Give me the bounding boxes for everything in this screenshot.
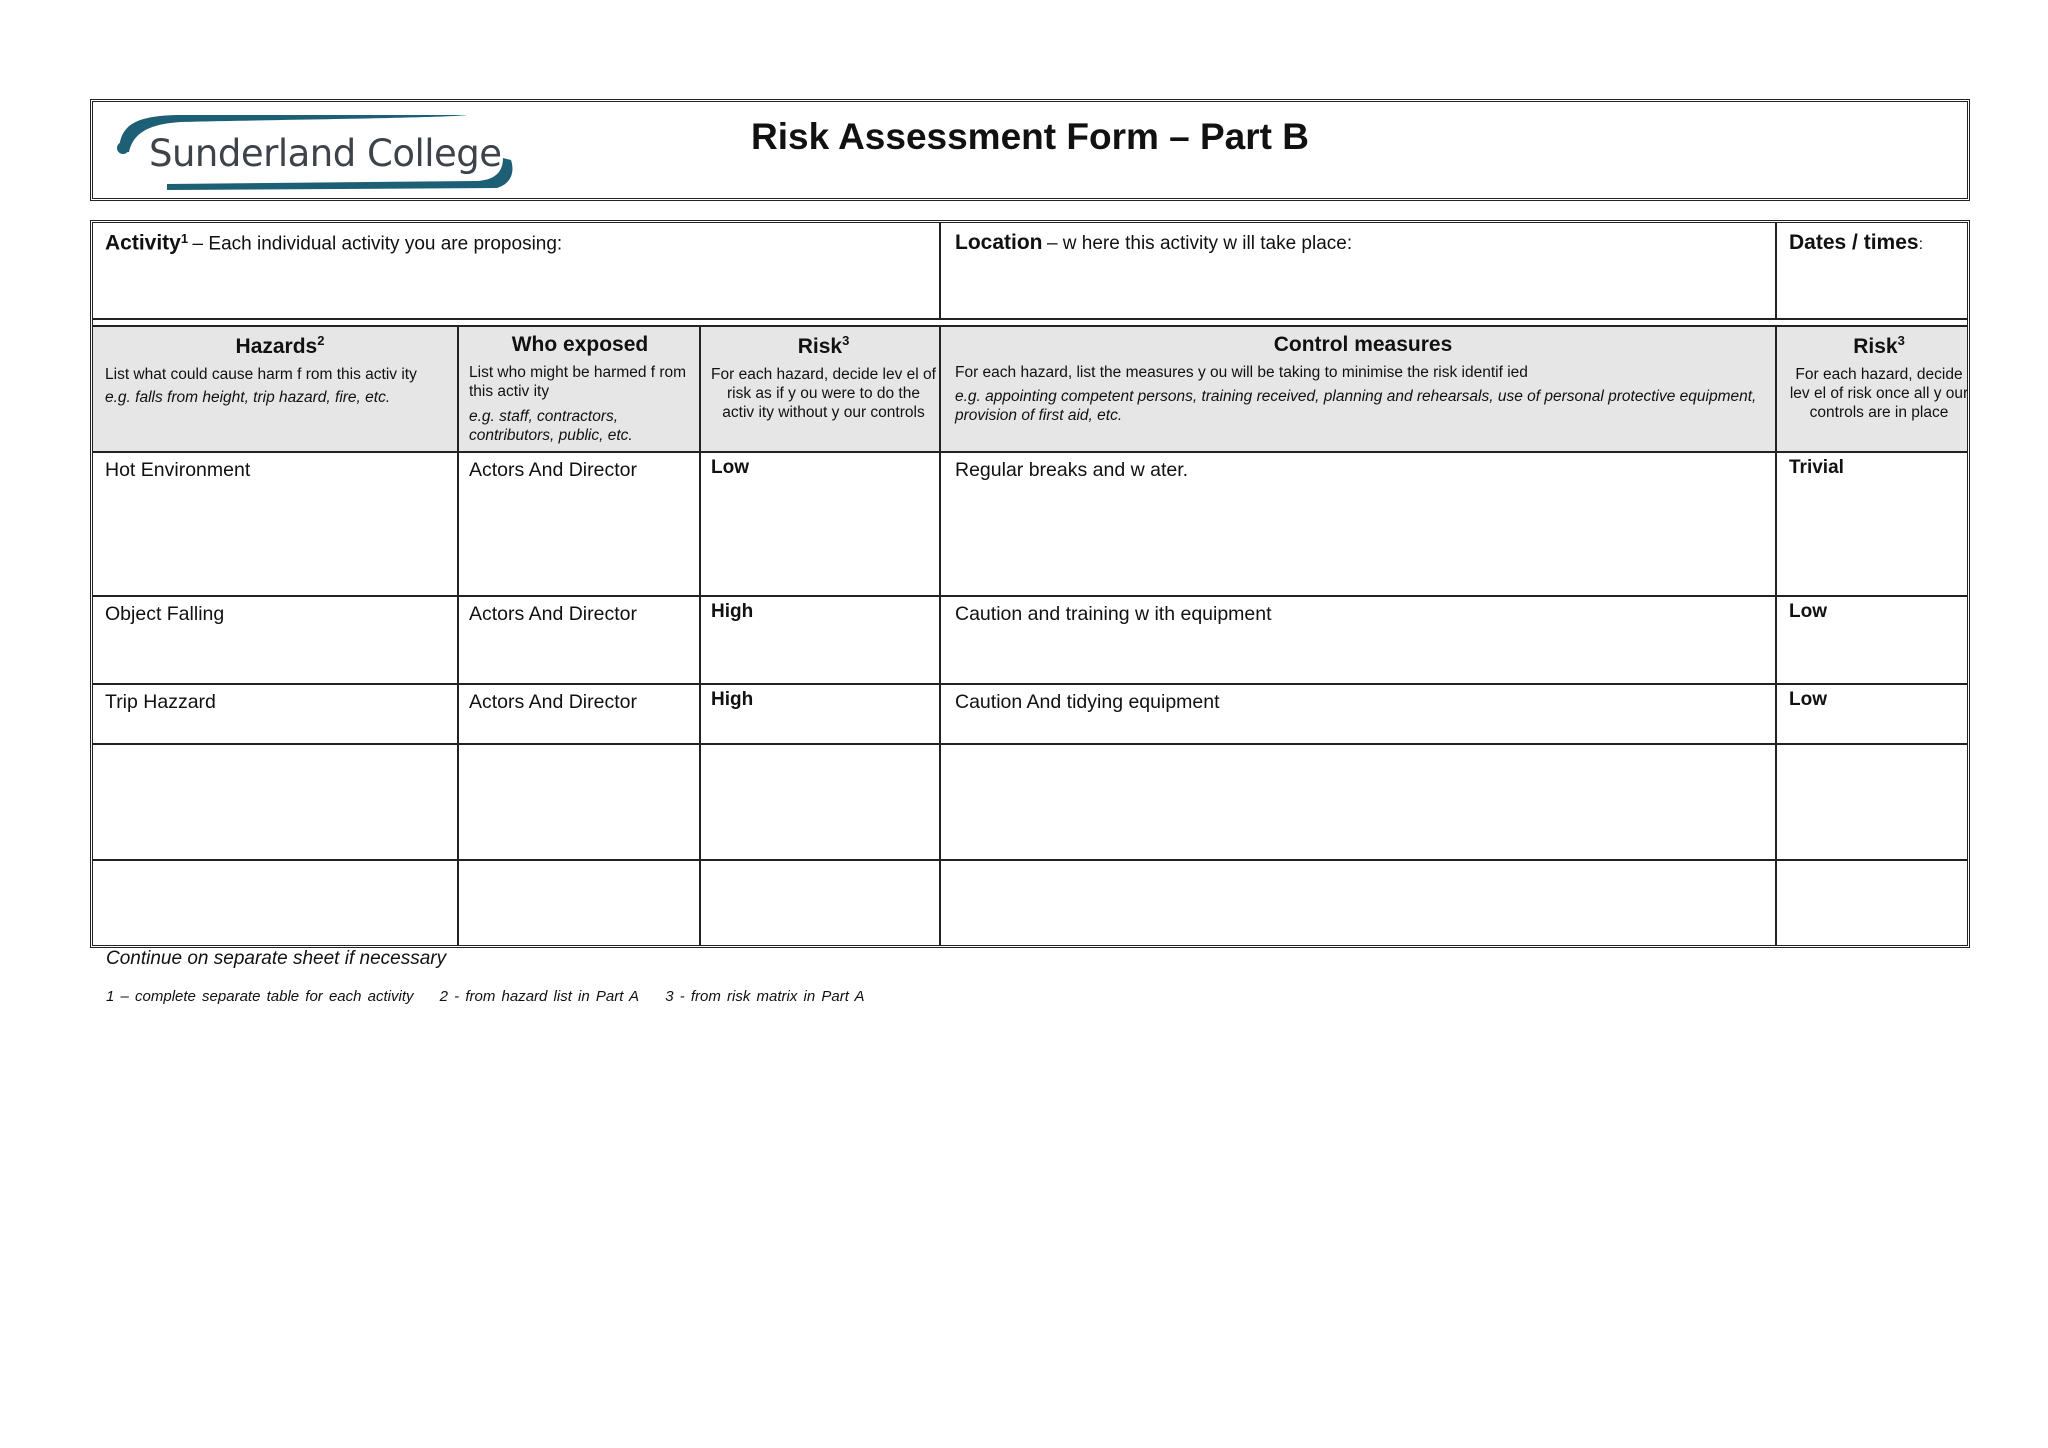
row-2-control[interactable]: Caution and training w ith equipment: [955, 603, 1272, 625]
col-hazards-example: e.g. falls from height, trip hazard, fire, etc.: [105, 389, 391, 406]
row-2-hazard[interactable]: Object Falling: [105, 603, 225, 625]
row-3-risk-before[interactable]: High: [711, 689, 754, 710]
footnote-3: 3 - from risk matrix in Part A: [665, 988, 865, 1005]
col-risk-before-desc: For each hazard, decide lev el of risk as if y ou were to do the activ ity without y our controls: [711, 366, 936, 421]
col-who-title: Who exposed: [511, 333, 649, 356]
col-line: [939, 327, 941, 945]
col-hazards-desc: List what could cause harm f rom this activ ity: [105, 366, 417, 383]
activity-cell[interactable]: [105, 231, 925, 255]
row-5-risk-before[interactable]: [711, 867, 937, 937]
col-risk-after-title: Risk: [1853, 335, 1898, 358]
row-1-risk-before[interactable]: Low: [711, 457, 749, 478]
col-hazards-title: Hazards: [235, 335, 318, 358]
page-title: Risk Assessment Form – Part B: [751, 116, 1309, 157]
dates-colon: :: [1918, 236, 1924, 253]
activity-label: Activity: [105, 231, 181, 255]
row-4-hazard[interactable]: [105, 751, 451, 851]
risk-table: [90, 220, 1970, 948]
row-3-who[interactable]: Actors And Director: [469, 691, 637, 713]
row-line: [93, 451, 1967, 453]
col-line: [939, 223, 941, 318]
row-2-risk-before[interactable]: High: [711, 601, 754, 622]
row-1-control[interactable]: Regular breaks and w ater.: [955, 459, 1189, 481]
col-line: [699, 327, 701, 945]
footnotes: [106, 988, 885, 1005]
location-cell[interactable]: [955, 231, 1775, 255]
footnote-1: 1 – complete separate table for each activity: [106, 988, 414, 1005]
row-3-control[interactable]: Caution And tidying equipment: [955, 691, 1220, 713]
row-2-who[interactable]: Actors And Director: [469, 603, 637, 625]
row-1-risk-after[interactable]: Trivial: [1789, 457, 1844, 478]
col-who-example: e.g. staff, contractors, contributors, public, etc.: [469, 408, 633, 444]
row-line: [93, 683, 1967, 685]
location-desc: – w here this activity w ill take place:: [1046, 233, 1353, 254]
dates-label: Dates / times: [1789, 231, 1919, 254]
col-risk-before-title: Risk: [797, 335, 843, 358]
col-risk-before-sup: 3: [842, 333, 850, 348]
col-risk-after-sup: 3: [1897, 333, 1905, 348]
row-4-risk-after[interactable]: [1789, 751, 1969, 851]
col-line: [1775, 327, 1777, 945]
footnote-2: 2 - from hazard list in Part A: [439, 988, 640, 1005]
col-who-header: [469, 333, 691, 445]
row-5-control[interactable]: [955, 867, 1771, 937]
row-3-hazard[interactable]: Trip Hazzard: [105, 691, 216, 713]
col-line: [1775, 223, 1777, 318]
row-4-who[interactable]: [469, 751, 695, 851]
row-line: [93, 743, 1967, 745]
row-4-risk-before[interactable]: [711, 751, 937, 851]
col-line: [457, 327, 459, 945]
row-3-risk-after[interactable]: Low: [1789, 689, 1827, 710]
col-control-example: e.g. appointing competent persons, training received, planning and rehearsals, use of personal protective equipment, provision of first aid, etc.: [955, 388, 1757, 424]
activity-sup: 1: [180, 231, 189, 246]
logo-text: Sunderland College: [149, 132, 502, 175]
col-risk-after-desc: For each hazard, decide lev el of risk once all y our controls are in place: [1789, 366, 1969, 421]
row-4-control[interactable]: [955, 751, 1771, 851]
col-hazards-sup: 2: [317, 333, 325, 348]
col-hazards-header: [105, 333, 455, 407]
activity-desc: – Each individual activity you are proposing:: [192, 233, 563, 255]
col-control-desc: For each hazard, list the measures y ou will be taking to minimise the risk identif ied: [955, 364, 1528, 381]
col-risk-before-header: [711, 333, 936, 422]
col-control-title: Control measures: [1273, 333, 1453, 356]
row-1-hazard[interactable]: Hot Environment: [105, 459, 251, 481]
row-5-risk-after[interactable]: [1789, 867, 1969, 937]
row-5-who[interactable]: [469, 867, 695, 937]
row-2-risk-after[interactable]: Low: [1789, 601, 1827, 622]
dates-cell[interactable]: [1789, 231, 1969, 255]
col-who-desc: List who might be harmed f rom this activ ity: [469, 364, 687, 400]
divider-line: [93, 318, 1967, 320]
form-header: [90, 99, 1970, 201]
row-5-hazard[interactable]: [105, 867, 451, 937]
row-1-who[interactable]: Actors And Director: [469, 459, 637, 481]
col-risk-after-header: [1789, 333, 1969, 422]
col-control-header: [955, 333, 1771, 425]
continue-note: Continue on separate sheet if necessary: [106, 948, 447, 969]
location-label: Location: [955, 231, 1043, 254]
row-line: [93, 859, 1967, 861]
row-line: [93, 595, 1967, 597]
